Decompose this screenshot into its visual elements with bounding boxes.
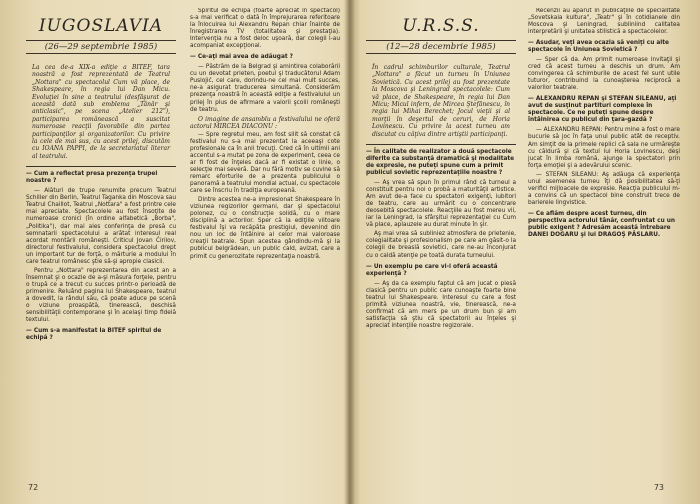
question: — Cum a reflectat presa prezenţa trupei noastre ? — [26, 171, 158, 185]
intro-paragraph: La cea de-a XIX-a ediţie a BITEF, tara noastră a fost reprezentată de Teatrul „Nottara" cu spectacolul Cum vă place, de Shakespeare, în regia lui Dan Micu. Evoluţiei în sine a teatrului (desfăşurat de această dată sub emblema „Tânăr şi anticlasic", pe scena „Atelier 212"), participarea românească a suscitat numeroase reacţii favorabile din partea participanţilor şi organizatorilor. Cu privire la cele de mai sus, cu acest prilej, discutăm cu IOANA PAPPI, de la secretariatul literar al teatrului. — [32, 64, 170, 160]
section-dates: (12—28 decembrie 1985) — [366, 40, 516, 54]
section-dates: (26—29 septembrie 1985) — [26, 40, 176, 54]
answer-paragraph: — Aş vrea să spun în primul rând că turneul a constituit pentru noi o probă a maturităţii artistice. Am avut de-a face cu spectatori exigenţi, iubitori de teatru, care au urmărit cu o concentrare deosebită spectacolele. Reacţiile au fost mereu vii, iar la Leningrad, la sfârşitul reprezentaţiei cu Cum vă place, aplauzele au durat minute în şir. — [366, 180, 516, 229]
right-page — [352, 0, 700, 504]
page-number: 73 — [653, 483, 664, 492]
answer-paragraph: — Aş da ca exemplu faptul că am jucat o piesă clasică pentru un public care cunoaşte foarte bine teatrul lui Shakespeare. Interesul cu care a fost primită viziunea noastră, vie, tinerească, ne-a confirmat că am mers pe un drum bun şi am satisfacţia să ştiu că spectatorii au înţeles şi apreciat intenţiile noastre regizorale. — [366, 280, 516, 329]
page-number: 72 — [28, 483, 39, 492]
answer-paragraph: — Alături de trupe renumite precum Teatrul Schiller din Berlin, Teatrul Taganka din Moscova sau Teatrul Chaillot, Teatrul „Nottara" a fost printre cele mai apreciate. Spectacolele au fost însoţite de numeroase cronici (în ordine alfabetică „Borba", „Politika"), dar mai ales conferinţa de presă cu semnatarii spectacolului a arătat interesul real acordat montării româneşti. Criticul Jovan Ćirilov, directorul festivalului, considera spectacolul drept un important tur de forţă, o mărturie a modului în care teatrul românesc ştie să-şi apropie clasicii. — [26, 188, 176, 265]
question: — Un exemplu pe care vi-l oferă această experienţă ? — [366, 263, 498, 277]
divider — [26, 166, 176, 167]
question: — Ce aflăm despre acest turneu, din perspectiva actorului tânăr, confruntat cu un public exigent ? Adresăm această întrebare DANEI DOGARU şi lui DRAGOŞ PĂSLARU. — [528, 210, 676, 238]
answer-paragraph: — ALEXANDRU REPAN: Pentru mine a fost o mare bucurie să joc în faţa unui public atât de receptiv. Am simţit de la primele replici că sala ne urmăreşte cu căldură şi că textul lui Horia Lovinescu, deşi jucat în limba română, ajunge la spectatori prin forţa emoţiei şi a adevărului scenic. — [528, 127, 680, 169]
interviewee-intro: O imagine de ansamblu a festivalului ne oferă actorul MIRCEA DIACONU : — [190, 115, 340, 130]
answer-paragraph: — Păstrăm de la Belgrad şi amintirea colaborării cu un devotat prieten, poetul şi traducătorul Adam Puslojić, cel care, dorindu-ne cel mai mult succes, ne-a asigurat traducerea simultană. Considerăm prezenţa noastră în această ediţie a festivalului un prilej în plus de afirmare a valorii şcolii româneşti de teatru. — [190, 64, 340, 113]
left-column-2 — [190, 8, 340, 263]
answer-paragraph: Dintre acestea ne-a impresionat Shakespeare în viziunea regizorilor germani, dar şi spectacolul polonez, cu o construcţie solidă, cu o mare disciplină a actorilor. Sper că la ediţiile viitoare festivalul îşi va recăpăta prestigiul, devenind din nou un loc de întâlnire al celor mai valoroase creaţii teatrale. Spun acestea gândindu-mă şi la publicul belgrădean, un public cald, avizat, care a primit cu generozitate reprezentaţia noastră. — [190, 197, 340, 260]
section-title-urss: U.R.S.S. — [402, 16, 480, 36]
book-fold — [345, 0, 355, 504]
question: — ALEXANDRU REPAN şi STEFAN SILEANU, aţi avut de susţinut partituri complexe în spectacole. Ce ne puteţi spune despre întâlnirea cu publicul din ţara-gazdă ? — [528, 96, 677, 124]
answer-paragraph: Spiritul de echipă (foarte apreciat în spectacol) s-a mai verificat o dată în împrejurarea referitoare la înlocuirea lui Alexandru Repan chiar înainte de înregistrarea TV (totalitatea şi prestaţia). Intervenţia nu a fost deloc uşoară, dar colegii l-au acompaniat excepţional. — [190, 8, 340, 50]
answer-paragraph: Aş mai vrea să subliniez atmosfera de prietenie, colegialitate şi profesionalism pe care am găsit-o la colegii de breaslă sovietici, care ne-au înconjurat cu o caldă atenţie pe toată durata turneului. — [366, 231, 516, 259]
left-page — [0, 0, 348, 504]
divider — [366, 144, 516, 145]
answer-paragraph: — Spre regretul meu, am fost silit să constat că festivalul nu s-a mai prezentat la aceeaşi cote profesionale ca în anii trecuţi. Cred că în ultimii ani accentul s-a mutat pe zona de experiment, ceea ce ar fi fost de înţeles dacă ar fi existat o linie, o selecţie mai severă. Dar nu fără motiv se cuvine să remarc eforturile de a prezenta publicului o panoramă a teatrului mondial actual, cu spectacole care se înscriu în tradiţia europeană. — [190, 131, 340, 195]
question: — Asudar, veţi avea ocazia să veniţi cu alte spectacole în Uniunea Sovietică ? — [528, 40, 669, 54]
answer-paragraph: Recenzii au apărut în publicaţiile de specialitate „Sovetskaia kultura", „Teatr" şi în cotidianele din Moscova şi Leningrad, subliniind calitatea interpretării şi unitatea stilistică a spectacolelor. — [528, 8, 680, 36]
section-title-iugoslavia: IUGOSLAVIA — [38, 16, 164, 36]
question: — Ce-aţi mai avea de adăugat ? — [190, 54, 294, 61]
intro-paragraph: În cadrul schimburilor culturale, Teatrul „Nottara" a făcut un turneu în Uniunea Sovietică. Cu acest prilej au fost prezentate la Moscova şi Leningrad spectacolele: Cum vă place, de Shakespeare, în regia lui Dan Micu; Micul infern, de Mircea Ştefănescu, în regia lui Mihai Berechet; Jocul vieţii şi al morţii în deşertul de ceruri, de Horia Lovinescu. Cu privire la acest turneu am discutat cu câţiva dintre artiştii participanţi. — [372, 64, 510, 138]
right-column-2 — [528, 8, 680, 242]
answer-paragraph: — Sper că da. Am primit numeroase invitaţii şi cred că acest turneu a deschis un drum. Am convingerea că schimburile de acest fel sunt utile tuturor, contribuind la cunoaşterea reciprocă a valorilor teatrale. — [528, 57, 680, 92]
question: — Cum s-a manifestat la BITEF spiritul de echipă ? — [26, 328, 162, 342]
question: — În calitate de realizator a două spectacole diferite ca substanţă dramatică şi modalitate de expresie, ne puteţi spune cum a primit publicul sovietic reprezentaţiile noastre ? — [366, 149, 515, 177]
right-column-1 — [366, 8, 516, 332]
left-column-1 — [26, 8, 176, 345]
answer-paragraph: — STEFAN SILEANU: Aş adăuga că experienţa unui asemenea turneu îţi dă posibilitatea să-ţi verifici mijloacele de expresie. Reacţia publicului m-a convins că un spectacol bine construit trece de barierele lingvistice. — [528, 171, 680, 206]
answer-paragraph: Pentru „Nottara" reprezentarea din acest an a însemnat şi o ocazie de a-şi măsura forţele, pentru o trupă ce a trecut cu succes printr-o perioadă de primenire. Reluând pagina lui Shakespeare, teatrul a dovedit, la rândul său, că poate aduce pe scenă o viziune proaspătă, tinerească, deschisă sensibilităţii contemporane şi în acelaşi timp fidelă textului. — [26, 267, 176, 324]
